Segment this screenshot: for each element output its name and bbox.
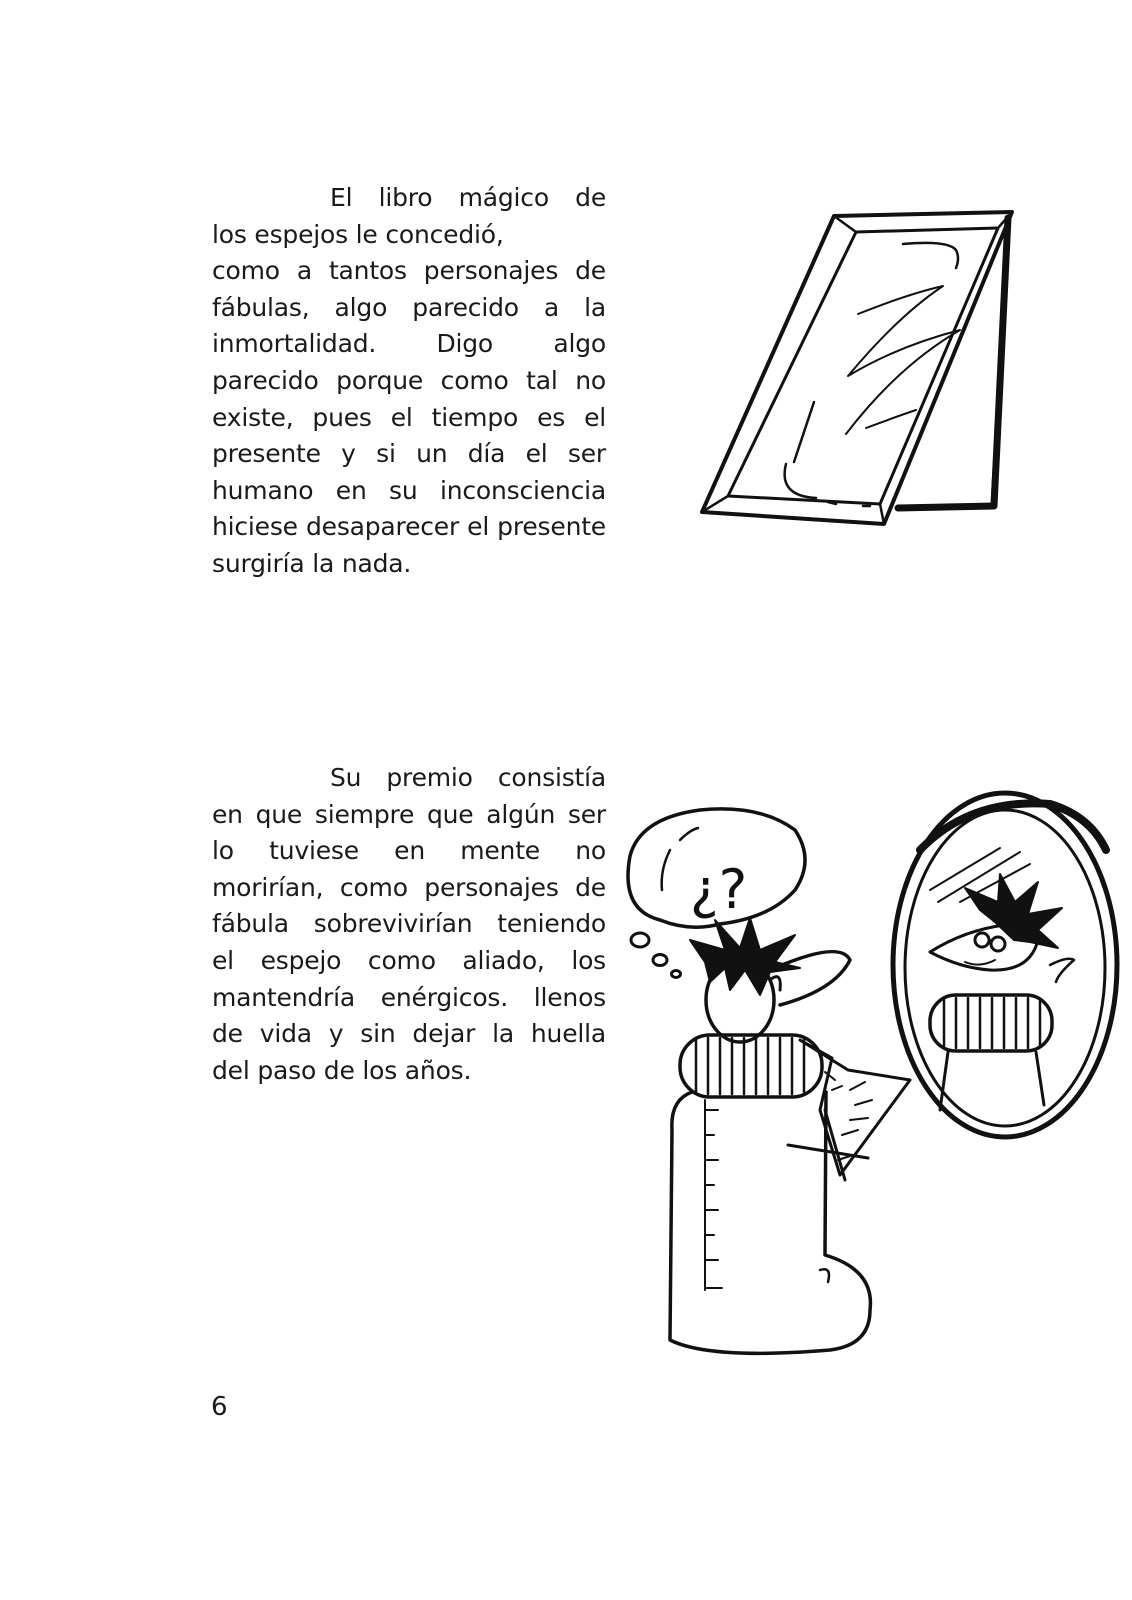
paragraph-line: en que siempre que algún ser <box>212 799 606 829</box>
paragraph-line: del paso de los años. <box>212 1055 472 1085</box>
paragraph-line: presente y si un día el ser <box>212 439 606 469</box>
paragraph-line: existe, pues el tiempo es el <box>212 402 606 432</box>
paragraph-line: como a tantos personajes de <box>212 256 606 286</box>
character-at-mirror-illustration <box>610 790 1120 1360</box>
paragraph-2 <box>212 760 606 1089</box>
turtleneck <box>680 1035 822 1097</box>
paragraph-line: parecido porque como tal no <box>212 365 606 395</box>
page-number: 6 <box>211 1392 228 1422</box>
paragraph-line: fábula sobrevivirían teniendo <box>212 909 606 939</box>
standing-mirror-illustration <box>698 206 1028 536</box>
paragraph-line: lo tuviese en mente no <box>212 836 606 866</box>
paragraph-line: El libro mágico de <box>330 183 606 212</box>
paragraph-line: hiciese desaparecer el presente <box>212 512 606 542</box>
book-icon <box>788 1040 910 1180</box>
paragraph-1 <box>212 180 606 583</box>
oval-mirror-icon <box>893 793 1117 1137</box>
paragraph-line: inmortalidad. Digo algo <box>212 329 606 359</box>
paragraph-line: morirían, como personajes de <box>212 872 606 902</box>
question-marks: ¿? <box>690 858 748 921</box>
character-head <box>690 918 850 1042</box>
paragraph-line: de vida y sin dejar la huella <box>212 1019 606 1049</box>
paragraph-line: humano en su inconsciencia <box>212 475 606 505</box>
paragraph-line: Su premio consistía <box>330 763 606 792</box>
paragraph-line: surgiría la nada. <box>212 548 412 578</box>
paragraph-line: mantendría enérgicos. llenos <box>212 982 606 1012</box>
paragraph-line: el espejo como aliado, los <box>212 945 606 975</box>
paragraph-line: fábulas, algo parecido a la <box>212 292 606 322</box>
mirror-icon <box>698 206 1028 536</box>
paragraph-line: los espejos le concedió, <box>212 219 504 249</box>
